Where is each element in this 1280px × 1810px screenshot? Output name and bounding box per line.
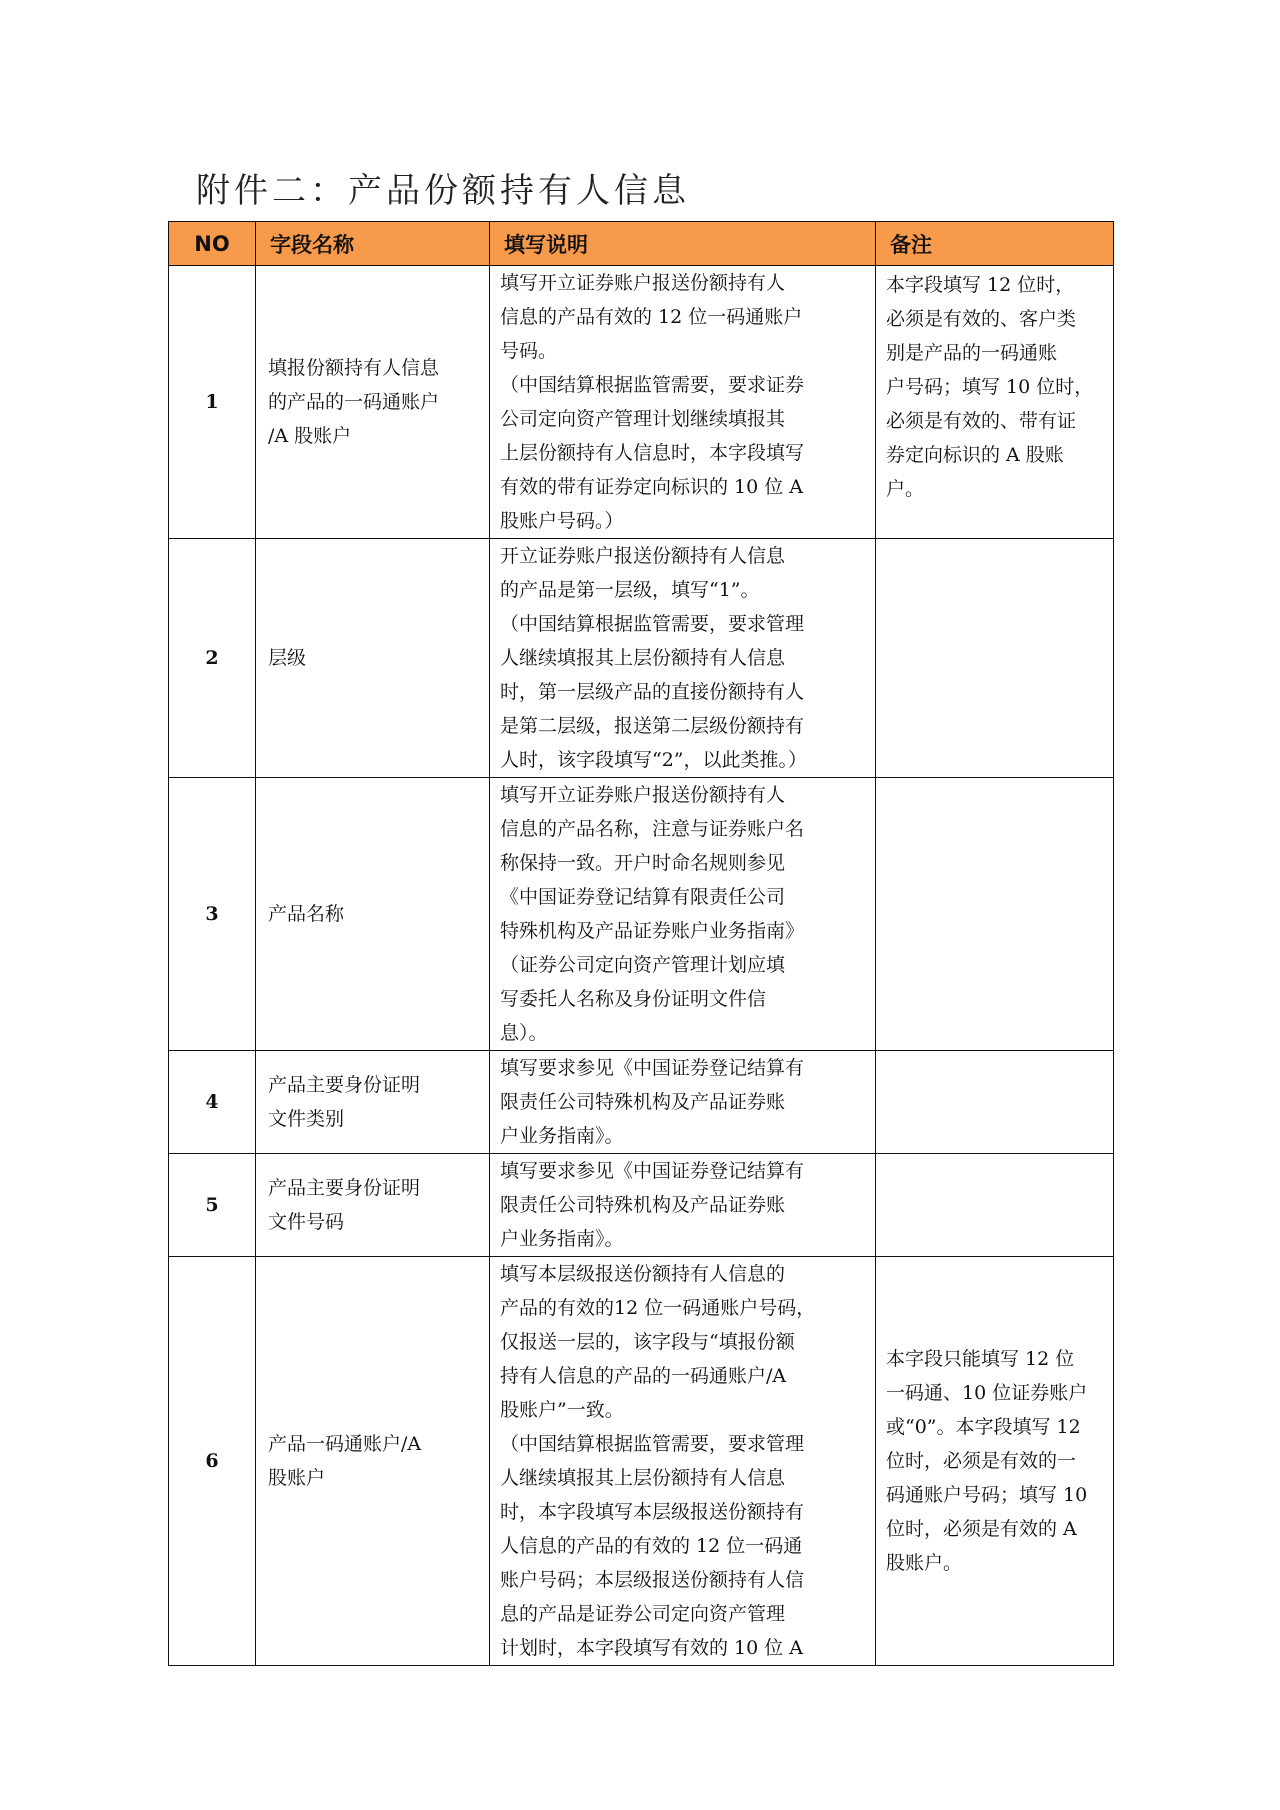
remark-cell (876, 1257, 1114, 1666)
instruction-line: 人继续填报其上层份额持有人信息 (500, 647, 786, 669)
instruction-line: 人时，该字段填写“2”，以此类推。） (500, 749, 808, 771)
header-no: NO (169, 222, 256, 266)
remark-line: 本字段只能填写 12 位 (886, 1348, 1075, 1370)
instruction-line: （中国结算根据监管需要，要求管理 (500, 613, 805, 635)
instruction-line: 是第二层级，报送第二层级份额持有 (500, 715, 805, 737)
remark-line: 券定向标识的 A 股账 (886, 444, 1064, 466)
instruction-cell (490, 1154, 876, 1257)
field-name-cell (256, 1154, 490, 1257)
instruction-line: 账户号码；本层级报送份额持有人信 (500, 1569, 805, 1591)
instruction-cell (490, 778, 876, 1051)
remark-line: 位时，必须是有效的 A (886, 1518, 1077, 1540)
field-name-line: /A 股账户 (268, 425, 352, 447)
field-name-line: 的产品的一码通账户 (268, 391, 440, 413)
instruction-line: 信息的产品有效的 12 位一码通账户 (500, 306, 803, 328)
instruction-line: 计划时，本字段填写有效的 10 位 A (500, 1637, 804, 1659)
remark-cell (876, 778, 1114, 1051)
table-row (169, 1257, 1114, 1666)
instruction-line: 产品的有效的12 位一码通账户号码， (500, 1297, 816, 1319)
remark-cell (876, 1051, 1114, 1154)
field-name-line: 文件类别 (268, 1108, 345, 1130)
instruction-line: 填写要求参见《中国证券登记结算有 (500, 1160, 805, 1182)
instruction-line: 号码。 (500, 340, 558, 362)
instruction-line: 填写要求参见《中国证券登记结算有 (500, 1057, 805, 1079)
table-body (169, 266, 1114, 1666)
instruction-line: 人信息的产品的有效的 12 位一码通 (500, 1535, 803, 1557)
instruction-line: 特殊机构及产品证券账户业务指南》 (500, 920, 805, 942)
field-name-line: 填报份额持有人信息 (268, 357, 440, 379)
instruction-cell (490, 539, 876, 778)
instruction-line: （证券公司定向资产管理计划应填 (500, 954, 786, 976)
instruction-line: 填写本层级报送份额持有人信息的 (500, 1263, 786, 1285)
row-number: 6 (169, 1257, 256, 1666)
instruction-line: 时，本字段填写本层级报送份额持有 (500, 1501, 805, 1523)
row-number: 5 (169, 1154, 256, 1257)
field-name-line: 产品主要身份证明 (268, 1177, 421, 1199)
instruction-line: （中国结算根据监管需要，要求证券 (500, 374, 805, 396)
instruction-line: 开立证券账户报送份额持有人信息 (500, 545, 786, 567)
field-name-line: 股账户 (268, 1467, 326, 1489)
remark-cell (876, 539, 1114, 778)
instruction-line: 仅报送一层的，该字段与“填报份额 (500, 1331, 795, 1353)
field-name-cell (256, 1257, 490, 1666)
remark-line: 股账户。 (886, 1552, 963, 1574)
instruction-line: 人继续填报其上层份额持有人信息 (500, 1467, 786, 1489)
row-number: 4 (169, 1051, 256, 1154)
row-number: 3 (169, 778, 256, 1051)
table-row (169, 1051, 1114, 1154)
instruction-line: 《中国证券登记结算有限责任公司 (500, 886, 786, 908)
field-table (168, 221, 1114, 1666)
instruction-line: 信息的产品名称，注意与证券账户名 (500, 818, 805, 840)
remark-line: 一码通、10 位证券账户 (886, 1382, 1088, 1404)
table-row (169, 266, 1114, 539)
row-number: 1 (169, 266, 256, 539)
remark-cell (876, 266, 1114, 539)
header-instruction: 填写说明 (490, 222, 876, 266)
table-row (169, 778, 1114, 1051)
remark-line: 别是产品的一码通账 (886, 342, 1058, 364)
remark-line: 或“0”。本字段填写 12 (886, 1416, 1081, 1438)
instruction-line: 时，第一层级产品的直接份额持有人 (500, 681, 805, 703)
remark-line: 码通账户号码；填写 10 (886, 1484, 1088, 1506)
field-name-line: 产品名称 (268, 903, 345, 925)
field-name-line: 产品一码通账户/A (268, 1433, 422, 1455)
table-row (169, 1154, 1114, 1257)
instruction-line: 称保持一致。开户时命名规则参见 (500, 852, 786, 874)
instruction-line: （中国结算根据监管需要，要求管理 (500, 1433, 805, 1455)
instruction-line: 户业务指南》。 (500, 1228, 624, 1250)
instruction-line: 息的产品是证券公司定向资产管理 (500, 1603, 786, 1625)
field-name-cell (256, 1051, 490, 1154)
remark-line: 必须是有效的、带有证 (886, 410, 1077, 432)
remark-line: 必须是有效的、客户类 (886, 308, 1077, 330)
field-name-cell (256, 539, 490, 778)
header-remark: 备注 (876, 222, 1114, 266)
instruction-cell (490, 1051, 876, 1154)
header-field-name: 字段名称 (256, 222, 490, 266)
table-row (169, 539, 1114, 778)
instruction-line: 户业务指南》。 (500, 1125, 624, 1147)
instruction-line: 填写开立证券账户报送份额持有人 (500, 784, 786, 806)
instruction-line: 公司定向资产管理计划继续填报其 (500, 408, 786, 430)
instruction-line: 的产品是第一层级，填写“1”。 (500, 579, 760, 601)
remark-line: 户号码；填写 10 位时， (886, 376, 1094, 398)
row-number: 2 (169, 539, 256, 778)
instruction-line: 股账户号码。） (500, 510, 624, 532)
document-title: 附件二：产品份额持有人信息 (196, 171, 690, 211)
remark-line: 本字段填写 12 位时， (886, 274, 1075, 296)
instruction-cell (490, 1257, 876, 1666)
instruction-line: 持有人信息的产品的一码通账户/A (500, 1365, 787, 1387)
instruction-line: 上层份额持有人信息时，本字段填写 (500, 442, 805, 464)
field-name-cell (256, 778, 490, 1051)
remark-line: 位时，必须是有效的一 (886, 1450, 1077, 1472)
field-name-line: 产品主要身份证明 (268, 1074, 421, 1096)
instruction-line: 填写开立证券账户报送份额持有人 (500, 272, 786, 294)
instruction-cell (490, 266, 876, 539)
field-name-line: 层级 (268, 647, 307, 669)
instruction-line: 股账户”一致。 (500, 1399, 624, 1421)
table-header-row (169, 222, 1114, 266)
remark-cell (876, 1154, 1114, 1257)
instruction-line: 写委托人名称及身份证明文件信 (500, 988, 767, 1010)
instruction-line: 有效的带有证券定向标识的 10 位 A (500, 476, 804, 498)
field-name-cell (256, 266, 490, 539)
remark-line: 户。 (886, 478, 925, 500)
instruction-line: 息）。 (500, 1022, 548, 1044)
field-name-line: 文件号码 (268, 1211, 345, 1233)
instruction-line: 限责任公司特殊机构及产品证券账 (500, 1194, 786, 1216)
instruction-line: 限责任公司特殊机构及产品证券账 (500, 1091, 786, 1113)
